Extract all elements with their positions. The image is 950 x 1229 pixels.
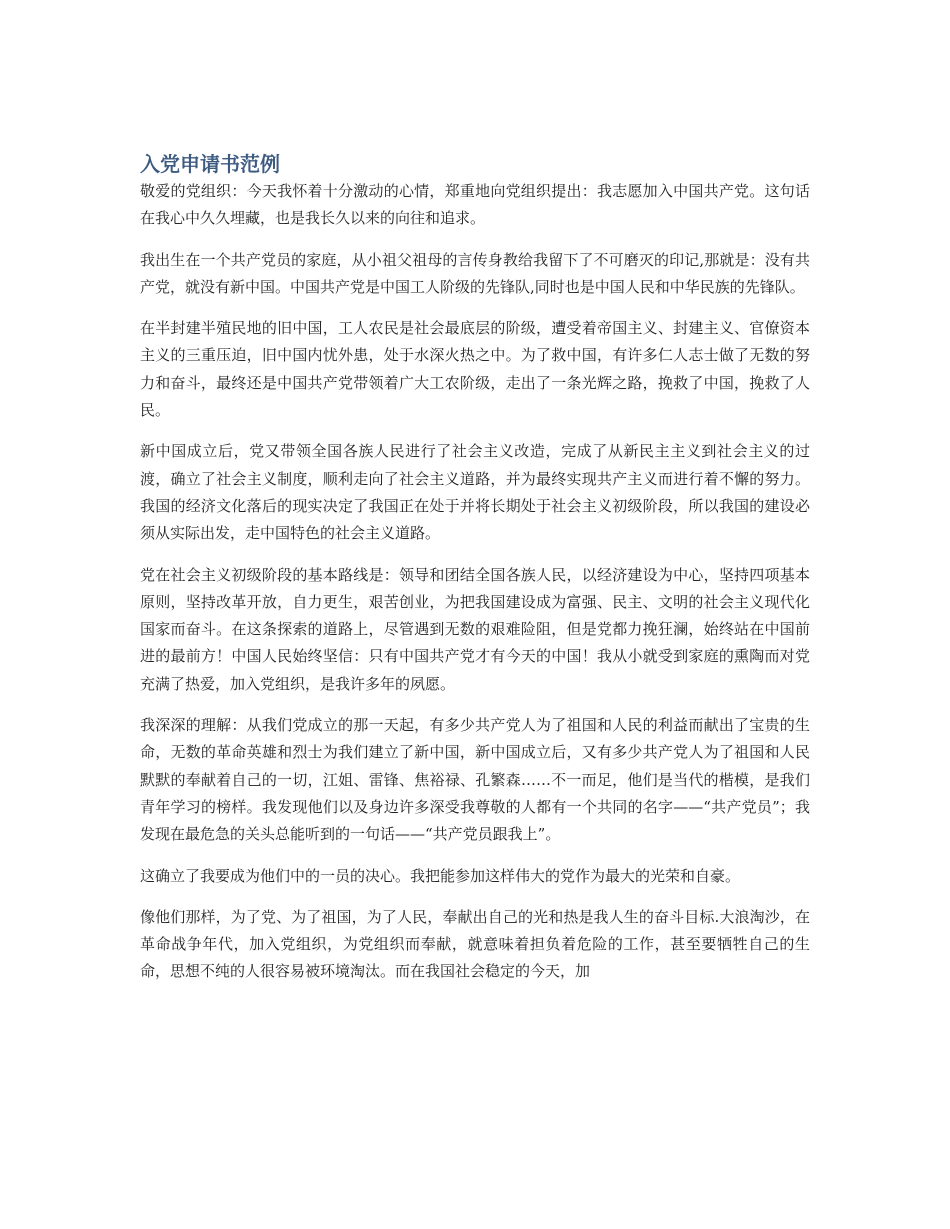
paragraph-4: 新中国成立后，党又带领全国各族人民进行了社会主义改造，完成了从新民主主义到社会主义的过渡，确立了社会主义制度，顺利走向了社会主义道路，并为最终实现共产主义而进行着不懈的努力。我国的经济文化落后的现实决定了我国正在处于并将长期处于社会主义初级阶段，所以我国的建设必须从实际出发，走中国特色的社会主义道路。: [140, 442, 810, 543]
paragraph-5: 党在社会主义初级阶段的基本路线是：领导和团结全国各族人民，以经济建设为中心，坚持四项基本原则，坚持改革开放，自力更生，艰苦创业，为把我国建设成为富强、民主、文明的社会主义现代化国家而奋斗。在这条探索的道路上，尽管遇到无数的艰难险阻，但是党都力挽狂澜，始终站在中国前进的最前方！中国人民始终坚信：只有中国共产党才有今天的中国！我从小就受到家庭的熏陶而对党充满了热爱，加入党组织，是我许多年的夙愿。: [140, 565, 810, 693]
paragraph-6: 我深深的理解：从我们党成立的那一天起，有多少共产党人为了祖国和人民的利益而献出了宝贵的生命，无数的革命英雄和烈士为我们建立了新中国，新中国成立后，又有多少共产党人为了祖国和人民默默的奉献着自己的一切，江姐、雷锋、焦裕禄、孔繁森……不一而足，他们是当代的楷模，是我们青年学习的榜样。我发现他们以及身边许多深受我尊敬的人都有一个共同的名字——“共产党员”；我发现在最危急的关头总能听到的一句话——“共产党员跟我上”。: [140, 716, 810, 844]
document-body: [140, 150, 810, 1000]
paragraph-1: 敬爱的党组织：今天我怀着十分激动的心情，郑重地向党组织提出：我志愿加入中国共产党。这句话在我心中久久埋藏，也是我长久以来的向往和追求。: [140, 182, 810, 228]
paragraph-8: 像他们那样，为了党、为了祖国，为了人民，奉献出自己的光和热是我人生的奋斗目标.大浪淘沙，在革命战争年代，加入党组织，为党组织而奉献，就意味着担负着危险的工作，甚至要牺牲自己的生命，思想不纯的人很容易被环境淘汰。而在我国社会稳定的今天，加: [140, 907, 810, 981]
paragraph-2: 我出生在一个共产党员的家庭，从小祖父祖母的言传身教给我留下了不可磨灭的印记,那就是：没有共产党，就没有新中国。中国共产党是中国工人阶级的先锋队,同时也是中国人民和中华民族的先锋队。: [140, 250, 810, 296]
paragraph-3: 在半封建半殖民地的旧中国，工人农民是社会最底层的阶级，遭受着帝国主义、封建主义、官僚资本主义的三重压迫，旧中国内忧外患，处于水深火热之中。为了救中国，有许多仁人志士做了无数的努力和奋斗，最终还是中国共产党带领着广大工农阶级，走出了一条光辉之路，挽救了中国，挽救了人民。: [140, 319, 810, 420]
document-title: 入党申请书范例: [140, 152, 280, 176]
paragraph-7: 这确立了我要成为他们中的一员的决心。我把能参加这样伟大的党作为最大的光荣和自豪。: [140, 866, 741, 885]
